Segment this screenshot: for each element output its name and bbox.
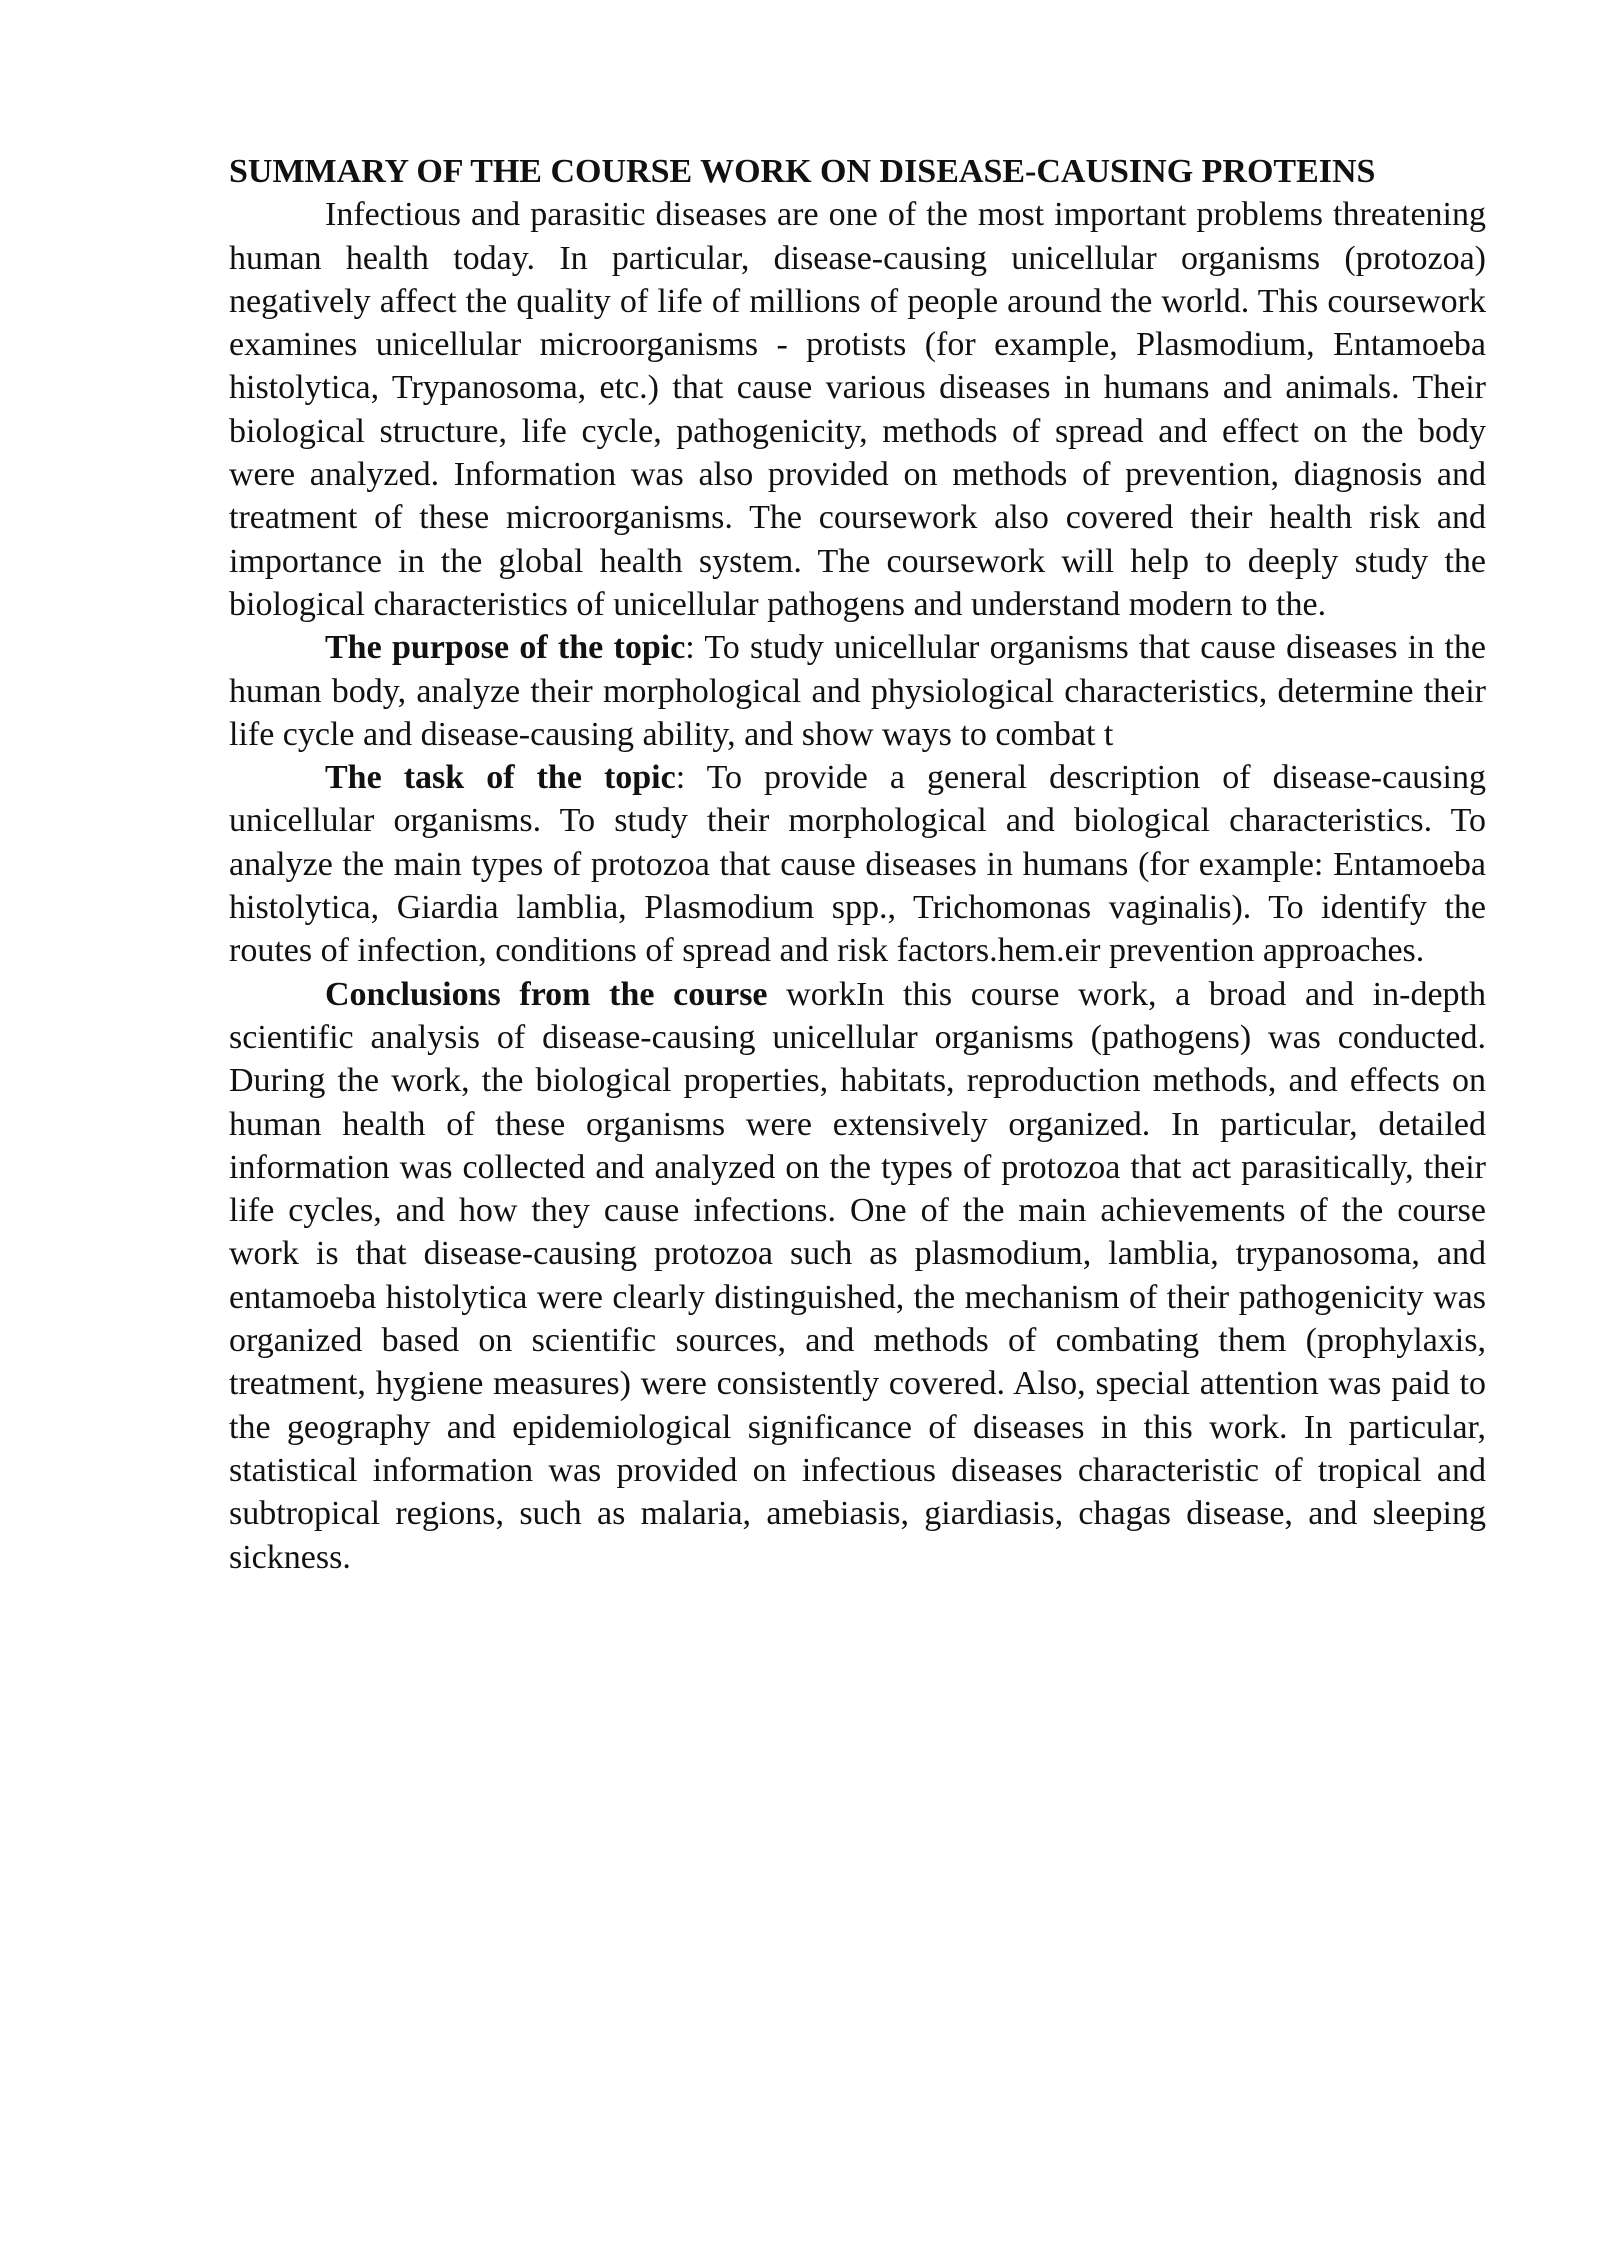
document-body [229, 150, 1486, 1579]
conclusions-text: workIn this course work, a broad and in-depth scientific analysis of disease-causing unicellular organisms (pathogens) was conducted. During the work, the biological properties, habitats, reproduction methods, and effects on human health of these organisms were extensively organized. In particular, detailed information was collected and analyzed on the types of protozoa that act parasitically, their life cycles, and how they cause infections. One of the main achievements of the course work is that disease-causing protozoa such as plasmodium, lamblia, trypanosoma, and entamoeba histolytica were clearly distinguished, the mechanism of their pathogenicity was organized based on scientific sources, and methods of combating them (prophylaxis, treatment, hygiene measures) were consistently covered. Also, special attention was paid to the geography and epidemiological significance of diseases in this work. In particular, statistical information was provided on infectious diseases characteristic of tropical and subtropical regions, such as malaria, amebiasis, giardiasis, chagas disease, and sleeping sickness. [229, 975, 1486, 1576]
document-title: SUMMARY OF THE COURSE WORK ON DISEASE-CAUSING PROTEINS [229, 153, 1376, 190]
task-heading: The task of the topic [325, 759, 676, 797]
purpose-text: : To study unicellular organisms that cause diseases in the human body, analyze their morphological and physiological characteristics, determine their life cycle and disease-causing ability, and show ways to combat t [229, 629, 1486, 753]
conclusions-heading: Conclusions from the course [325, 975, 768, 1013]
intro-paragraph: Infectious and parasitic diseases are one of the most important problems threatening human health today. In particular, disease-causing unicellular organisms (protozoa) negatively affect the quality of life of millions of people around the world. This coursework examines unicellular microorganisms - protists (for example, Plasmodium, Entamoeba histolytica, Trypanosoma, etc.) that cause various diseases in humans and animals. Their biological structure, life cycle, pathogenicity, methods of spread and effect on the body were analyzed. Information was also provided on methods of prevention, diagnosis and treatment of these microorganisms. The coursework also covered their health risk and importance in the global health system. The coursework will help to deeply study the biological characteristics of unicellular pathogens and understand modern to the. [229, 196, 1486, 623]
conclusions-paragraph [229, 973, 1486, 1579]
task-text: : To provide a general description of disease-causing unicellular organisms. To study their morphological and biological characteristics. To analyze the main types of protozoa that cause diseases in humans (for example: Entamoeba histolytica, Giardia lamblia, Plasmodium spp., Trichomonas vaginalis). To identify the routes of infection, conditions of spread and risk factors.hem.eir prevention approaches. [229, 759, 1486, 970]
purpose-heading: The purpose of the topic [325, 629, 686, 667]
purpose-paragraph [229, 626, 1486, 756]
task-paragraph [229, 756, 1486, 972]
